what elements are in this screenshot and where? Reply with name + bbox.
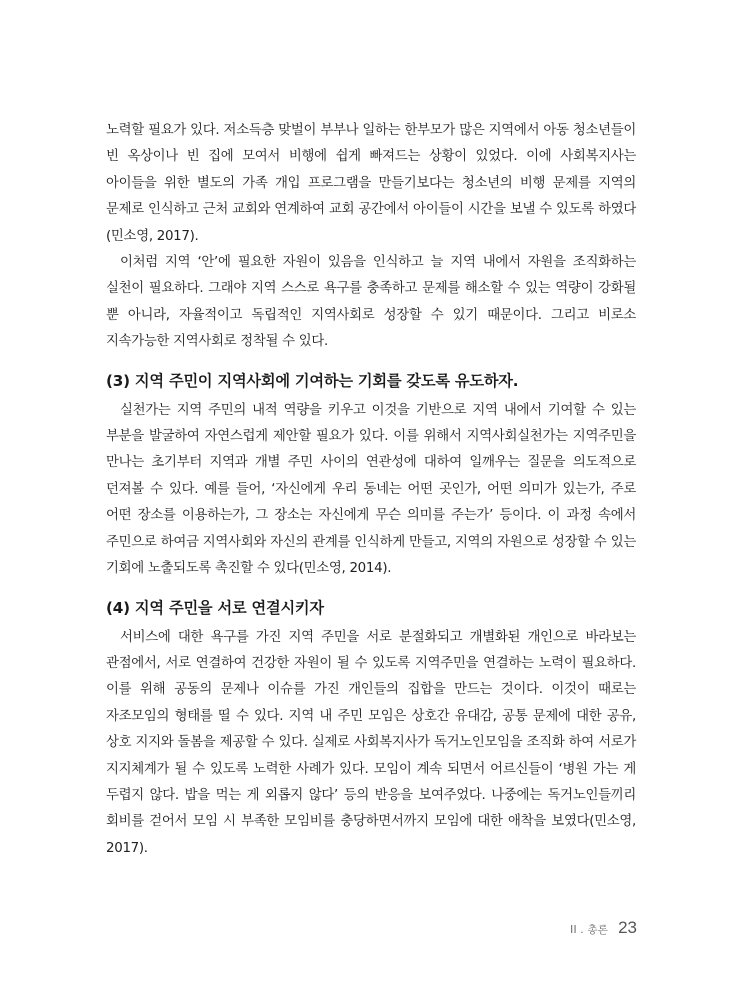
spacer <box>106 356 636 370</box>
intro-paragraph-1: 노력할 필요가 있다. 저소득층 맞벌이 부부나 일하는 한부모가 많은 지역에서 아동 청소년들이 빈 옥상이나 빈 집에 모여서 비행에 쉽게 빠져드는 상황이 있었다. 이에 사회복지사는 아이들을 위한 별도의 가족 개입 프로그램을 만들기보다는 청소년의 비행 문제를 지역의 문제로 인식하고 근처 교회와 연계하여 교회 공간에서 아이들이 시간을 보낼 수 있도록 하였다(민소영, 2017). <box>106 123 636 244</box>
page-body <box>106 118 636 862</box>
page-footer <box>570 918 637 938</box>
section-3-heading: (3) 지역 주민이 지역사회에 기여하는 기회를 갖도록 유도하자. <box>106 371 519 390</box>
section-4-paragraph: 서비스에 대한 욕구를 가진 지역 주민을 서로 분절화되고 개별화된 개인으로 바라보는 관점에서, 서로 연결하여 건강한 자원이 될 수 있도록 지역주민을 연결하는 노력이 필요하다. 이를 위해 공동의 문제나 이슈를 가진 개인들의 집합을 만드는 것이다. 이것이 때로는 자조모임의 형태를 띨 수 있다. 지역 내 주민 모임은 상호간 유대감, 공통 문제에 대한 공유, 상호 지지와 돌봄을 제공할 수 있다. 실제로 사회복지사가 독거노인모임을 조직화 하여 서로가 지지체계가 될 수 있도록 노력한 사례가 있다. 모임이 계속 되면서 어르신들이 ‘병원 가는 게 두렵지 않다. 밥을 먹는 게 외롭지 않다’ 등의 반응을 보여주었다. 나중에는 독거노인들끼리 회비를 걷어서 모임 시 부족한 모임비를 충당하면서까지 모임에 대한 애착을 보였다(민소영, 2017). <box>106 629 636 856</box>
page-number: 23 <box>618 918 637 937</box>
footer-section-label: II . 총론 <box>570 924 609 936</box>
section-3-paragraph: 실천가는 지역 주민의 내적 역량을 키우고 이것을 기반으로 지역 내에서 기여할 수 있는 부분을 발굴하여 자연스럽게 제안할 필요가 있다. 이를 위해서 지역사회실천가는 지역주민을 만나는 초기부터 지역과 개별 주민 사이의 연관성에 대하여 일깨우는 질문을 의도적으로 던져볼 수 있다. 예를 들어, ‘자신에게 우리 동네는 어떤 곳인가, 어떤 의미가 있는가, 주로 어떤 장소를 이용하는가, 그 장소는 자신에게 무슨 의미를 주는가’ 등이다. 이 과정 속에서 주민으로 하여금 지역사회와 자신의 관계를 인식하게 만들고, 지역의 자원으로 성장할 수 있는 기회에 노출되도록 촉진할 수 있다(민소영, 2014). <box>106 402 636 577</box>
intro-paragraph-2: 이처럼 지역 ‘안’에 필요한 자원이 있음을 인식하고 늘 지역 내에서 자원을 조직화하는 실천이 필요하다. 그래야 지역 스스로 욕구를 충족하고 문제를 해소할 수 있는 역량이 강화될 뿐 아니라, 자율적이고 독립적인 지역사회로 성장할 수 있기 때문이다. 그리고 비로소 지속가능한 지역사회로 정착될 수 있다. <box>106 255 636 350</box>
spacer <box>106 583 636 597</box>
section-4-heading: (4) 지역 주민을 서로 연결시키자 <box>106 598 324 617</box>
